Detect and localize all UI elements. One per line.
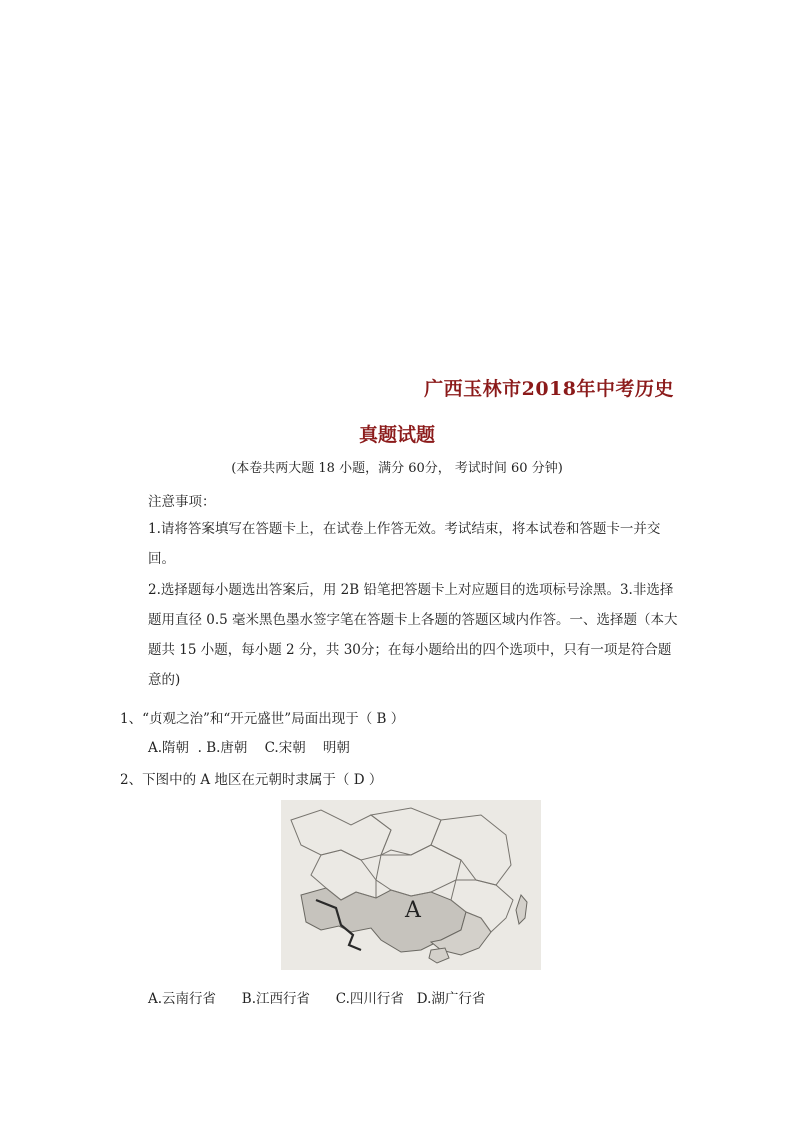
- notice-item-2: 2.选择题每小题选出答案后，用 2B 铅笔把答题卡上对应题目的选项标号涂黑。3.非选择题用直径 0.5 毫米黑色墨水签字笔在答题卡上各题的答题区域内作答。一、选择题（本大题共 15 小题，每小题 2 分，共 30分；在每小题给出的四个选项中，只有一项是符合题意的): [148, 582, 678, 688]
- question-1-options: A.隋朝 . B.唐朝 C.宋朝 明朝: [148, 740, 350, 756]
- question-1-stem: 1、“贞观之治”和“开元盛世”局面出现于（ B ）: [120, 711, 405, 727]
- question-2-stem: 2、下图中的 A 地区在元朝时隶属于（ D ）: [120, 772, 383, 788]
- notice-heading: 注意事项：: [148, 494, 216, 510]
- exam-subtitle: (本卷共两大题 18 小题，满分 60分， 考试时间 60 分钟): [231, 461, 563, 476]
- map-region-label: A: [405, 898, 421, 923]
- exam-title-line2: 真题试题: [358, 424, 435, 446]
- notice-item-1: 1.请将答案填写在答题卡上，在试卷上作答无效。考试结束，将本试卷和答题卡一并交回。: [148, 521, 661, 567]
- question-2-map: [281, 800, 541, 970]
- question-2-options: A.云南行省 B.江西行省 C.四川行省 D.湖广行省: [148, 991, 486, 1007]
- map-drawing: [281, 800, 541, 970]
- exam-title-line1: 广西玉林市2018年中考历史: [424, 378, 674, 400]
